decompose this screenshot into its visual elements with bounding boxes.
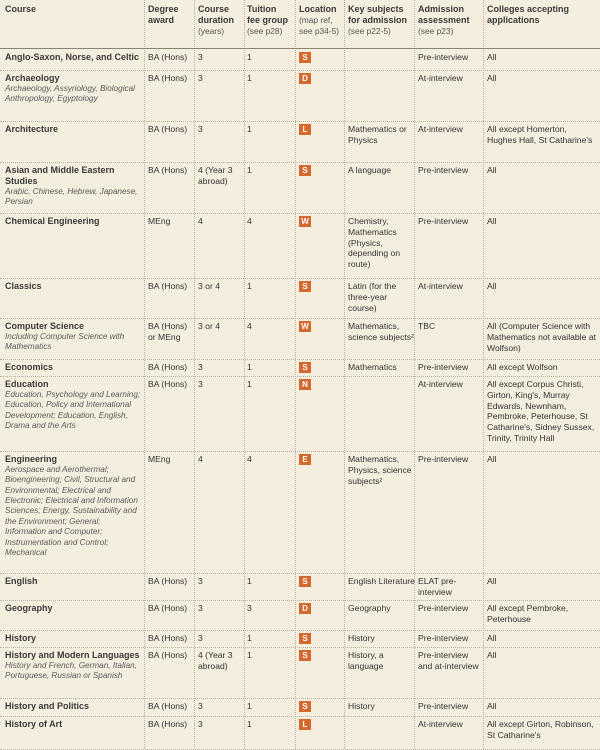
- subjects-cell: History: [348, 633, 375, 643]
- table-row: [0, 121, 600, 163]
- location-badge: D: [299, 603, 311, 614]
- fee-cell: 1: [247, 719, 252, 729]
- table-row: [0, 318, 600, 360]
- course-cell: [5, 576, 143, 587]
- location-badge: S: [299, 650, 311, 661]
- duration-cell: 3: [198, 576, 203, 586]
- fee-cell: 1: [247, 73, 252, 83]
- location-cell: [299, 165, 343, 176]
- table-row: [0, 716, 600, 750]
- subjects-cell: Geography: [348, 603, 391, 613]
- fee-cell: 1: [247, 124, 252, 134]
- course-cell: [5, 701, 143, 712]
- colleges-cell: All: [487, 576, 497, 586]
- table-row: [0, 451, 600, 574]
- location-cell: [299, 603, 343, 614]
- table-row: [0, 647, 600, 699]
- assessment-cell: At-interview: [418, 73, 463, 83]
- course-name: English: [5, 576, 38, 586]
- course-cell: [5, 650, 143, 682]
- duration-cell: 4 (Year 3 abroad): [198, 165, 233, 186]
- table-row: [0, 70, 600, 122]
- subjects-cell: Mathematics, science subjects²: [348, 321, 414, 342]
- header-fee: Tuition fee group (see p28): [247, 4, 289, 36]
- table-row: [0, 278, 600, 319]
- course-name: History and Politics: [5, 701, 90, 711]
- subjects-cell: Chemistry, Mathematics (Physics, depending on route): [348, 216, 401, 270]
- colleges-cell: All except Girton, Robinson, St Catharine's: [487, 719, 594, 740]
- location-cell: [299, 124, 343, 135]
- assessment-cell: At-interview: [418, 124, 463, 134]
- assessment-cell: At-interview: [418, 719, 463, 729]
- colleges-cell: All: [487, 650, 497, 660]
- table-row: [0, 359, 600, 377]
- course-cell: [5, 719, 143, 730]
- degree-cell: BA (Hons): [148, 52, 188, 62]
- course-cell: [5, 633, 143, 644]
- course-cell: [5, 165, 143, 207]
- course-name: Asian and Middle Eastern Studies: [5, 165, 115, 186]
- course-description: Aerospace and Aerothermal; Bioengineering; Civil, Structural and Environmental; Electrical and Electronic; Electrical and Information Sciences; Energy, Sustainability and the Environment; General; Information and Computer; Instrumentation and Control; Mechanical: [5, 464, 138, 558]
- location-badge: L: [299, 124, 311, 135]
- course-name: Anglo-Saxon, Norse, and Celtic: [5, 52, 140, 62]
- table-row: [0, 213, 600, 279]
- colleges-cell: All (Computer Science with Mathematics not available at Wolfson): [487, 321, 596, 353]
- course-name: Economics: [5, 362, 54, 372]
- colleges-cell: All: [487, 633, 497, 643]
- degree-cell: BA (Hons): [148, 165, 188, 175]
- colleges-cell: All: [487, 73, 497, 83]
- subjects-cell: A language: [348, 165, 392, 175]
- location-cell: [299, 216, 343, 227]
- course-name: Engineering: [5, 454, 58, 464]
- location-badge: S: [299, 165, 311, 176]
- duration-cell: 3: [198, 124, 203, 134]
- colleges-cell: All except Pembroke, Peterhouse: [487, 603, 569, 624]
- duration-cell: 3: [198, 633, 203, 643]
- colleges-cell: All: [487, 281, 497, 291]
- course-name: Classics: [5, 281, 42, 291]
- duration-cell: 4: [198, 216, 203, 226]
- location-badge: N: [299, 379, 311, 390]
- colleges-cell: All: [487, 216, 497, 226]
- location-badge: D: [299, 73, 311, 84]
- table-row: [0, 600, 600, 631]
- degree-cell: MEng: [148, 216, 171, 226]
- colleges-cell: All: [487, 701, 497, 711]
- location-badge: W: [299, 321, 311, 332]
- subjects-cell: Mathematics or Physics: [348, 124, 407, 145]
- subjects-cell: History: [348, 701, 375, 711]
- course-name: Geography: [5, 603, 53, 613]
- course-description: Including Computer Science with Mathematics: [5, 331, 125, 352]
- degree-cell: BA (Hons): [148, 362, 188, 372]
- course-name: History of Art: [5, 719, 63, 729]
- assessment-cell: Pre-interview: [418, 362, 469, 372]
- location-cell: [299, 281, 343, 292]
- degree-cell: BA (Hons): [148, 633, 188, 643]
- location-cell: [299, 454, 343, 465]
- duration-cell: 3: [198, 701, 203, 711]
- assessment-cell: Pre-interview: [418, 701, 469, 711]
- fee-cell: 4: [247, 454, 252, 464]
- table-row: [0, 376, 600, 452]
- fee-cell: 1: [247, 52, 252, 62]
- table-row: [0, 698, 600, 717]
- assessment-cell: Pre-interview: [418, 454, 469, 464]
- fee-cell: 1: [247, 633, 252, 643]
- location-cell: [299, 321, 343, 332]
- header-duration: Course duration (years): [198, 4, 234, 36]
- table-row: [0, 630, 600, 648]
- header-row: [0, 0, 600, 49]
- fee-cell: 4: [247, 216, 252, 226]
- assessment-cell: ELAT pre-interview: [418, 576, 457, 597]
- header-location: Location (map ref, see p34-5): [299, 4, 340, 36]
- duration-cell: 4 (Year 3 abroad): [198, 650, 233, 671]
- location-cell: [299, 719, 343, 730]
- subjects-cell: Latin (for the three-year course): [348, 281, 397, 313]
- course-cell: [5, 281, 143, 292]
- location-badge: W: [299, 216, 311, 227]
- table-row: [0, 573, 600, 601]
- assessment-cell: Pre-interview: [418, 216, 469, 226]
- duration-cell: 3 or 4: [198, 321, 220, 331]
- location-badge: L: [299, 719, 311, 730]
- header-assessment: Admission assessment (see p23): [418, 4, 470, 36]
- course-cell: [5, 124, 143, 135]
- fee-cell: 1: [247, 165, 252, 175]
- assessment-cell: Pre-interview: [418, 52, 469, 62]
- degree-cell: BA (Hons): [148, 701, 188, 711]
- fee-cell: 1: [247, 362, 252, 372]
- location-cell: [299, 633, 343, 644]
- course-name: History and Modern Languages: [5, 650, 140, 660]
- course-description: History and French, German, Italian, Portuguese, Russian or Spanish: [5, 660, 137, 681]
- assessment-cell: Pre-interview: [418, 633, 469, 643]
- course-cell: [5, 216, 143, 227]
- table-row: [0, 49, 600, 71]
- degree-cell: BA (Hons): [148, 379, 188, 389]
- course-cell: [5, 362, 143, 373]
- fee-cell: 4: [247, 321, 252, 331]
- header-subjects: Key subjects for admission (see p22-5): [348, 4, 408, 36]
- duration-cell: 3 or 4: [198, 281, 220, 291]
- degree-cell: BA (Hons): [148, 576, 188, 586]
- subjects-cell: Mathematics: [348, 362, 397, 372]
- course-name: Architecture: [5, 124, 59, 134]
- course-description: Education, Psychology and Learning; Education, Policy and International Development; Education, English, Drama and the Arts: [5, 389, 141, 431]
- colleges-cell: All except Homerton, Hughes Hall, St Catharine's: [487, 124, 593, 145]
- header-colleges: Colleges accepting applications: [487, 4, 570, 25]
- fee-cell: 1: [247, 650, 252, 660]
- location-cell: [299, 362, 343, 373]
- duration-cell: 3: [198, 379, 203, 389]
- course-name: Chemical Engineering: [5, 216, 100, 226]
- colleges-cell: All: [487, 165, 497, 175]
- colleges-cell: All except Wolfson: [487, 362, 558, 372]
- duration-cell: 3: [198, 603, 203, 613]
- degree-cell: BA (Hons): [148, 603, 188, 613]
- degree-cell: BA (Hons): [148, 281, 188, 291]
- course-cell: [5, 52, 143, 63]
- course-description: Arabic, Chinese, Hebrew, Japanese, Persian: [5, 186, 138, 206]
- assessment-cell: Pre-interview: [418, 603, 469, 613]
- location-cell: [299, 576, 343, 587]
- header-degree: Degree award: [148, 4, 179, 25]
- duration-cell: 4: [198, 454, 203, 464]
- degree-cell: BA (Hons) or MEng: [148, 321, 188, 342]
- degree-cell: BA (Hons): [148, 73, 188, 83]
- location-badge: S: [299, 281, 311, 292]
- assessment-cell: TBC: [418, 321, 436, 331]
- colleges-cell: All: [487, 454, 497, 464]
- assessment-cell: Pre-interview and at-interview: [418, 650, 479, 671]
- location-badge: S: [299, 701, 311, 712]
- fee-cell: 1: [247, 379, 252, 389]
- location-cell: [299, 379, 343, 390]
- location-badge: S: [299, 633, 311, 644]
- course-description: Archaeology, Assyriology, Biological Anthropology, Egyptology: [5, 83, 135, 104]
- location-badge: S: [299, 362, 311, 373]
- fee-cell: 3: [247, 603, 252, 613]
- location-badge: S: [299, 52, 311, 63]
- assessment-cell: At-interview: [418, 281, 463, 291]
- course-cell: [5, 321, 143, 353]
- degree-cell: BA (Hons): [148, 124, 188, 134]
- subjects-cell: History, a language: [348, 650, 384, 671]
- location-cell: [299, 650, 343, 661]
- colleges-cell: All: [487, 52, 497, 62]
- location-badge: S: [299, 576, 311, 587]
- assessment-cell: Pre-interview: [418, 165, 469, 175]
- location-cell: [299, 701, 343, 712]
- fee-cell: 1: [247, 576, 252, 586]
- course-name: Education: [5, 379, 49, 389]
- degree-cell: BA (Hons): [148, 650, 188, 660]
- duration-cell: 3: [198, 52, 203, 62]
- assessment-cell: At-interview: [418, 379, 463, 389]
- fee-cell: 1: [247, 701, 252, 711]
- course-cell: [5, 454, 143, 558]
- course-name: Archaeology: [5, 73, 60, 83]
- course-cell: [5, 603, 143, 614]
- subjects-cell: English Literature: [348, 576, 415, 586]
- location-cell: [299, 73, 343, 84]
- location-cell: [299, 52, 343, 63]
- header-course: Course: [5, 4, 37, 14]
- colleges-cell: All except Corpus Christi, Girton, King's, Murray Edwards, Newnham, Pembroke, Peterhouse, St Catharine's, Sidney Sussex, Trinity, Trinity Hall: [487, 379, 595, 443]
- course-cell: [5, 73, 143, 105]
- duration-cell: 3: [198, 362, 203, 372]
- duration-cell: 3: [198, 73, 203, 83]
- location-badge: E: [299, 454, 311, 465]
- degree-cell: BA (Hons): [148, 719, 188, 729]
- subjects-cell: Mathematics, Physics, science subjects²: [348, 454, 412, 486]
- course-name: History: [5, 633, 37, 643]
- degree-cell: MEng: [148, 454, 171, 464]
- course-name: Computer Science: [5, 321, 85, 331]
- duration-cell: 3: [198, 719, 203, 729]
- fee-cell: 1: [247, 281, 252, 291]
- course-cell: [5, 379, 143, 431]
- table-row: [0, 162, 600, 214]
